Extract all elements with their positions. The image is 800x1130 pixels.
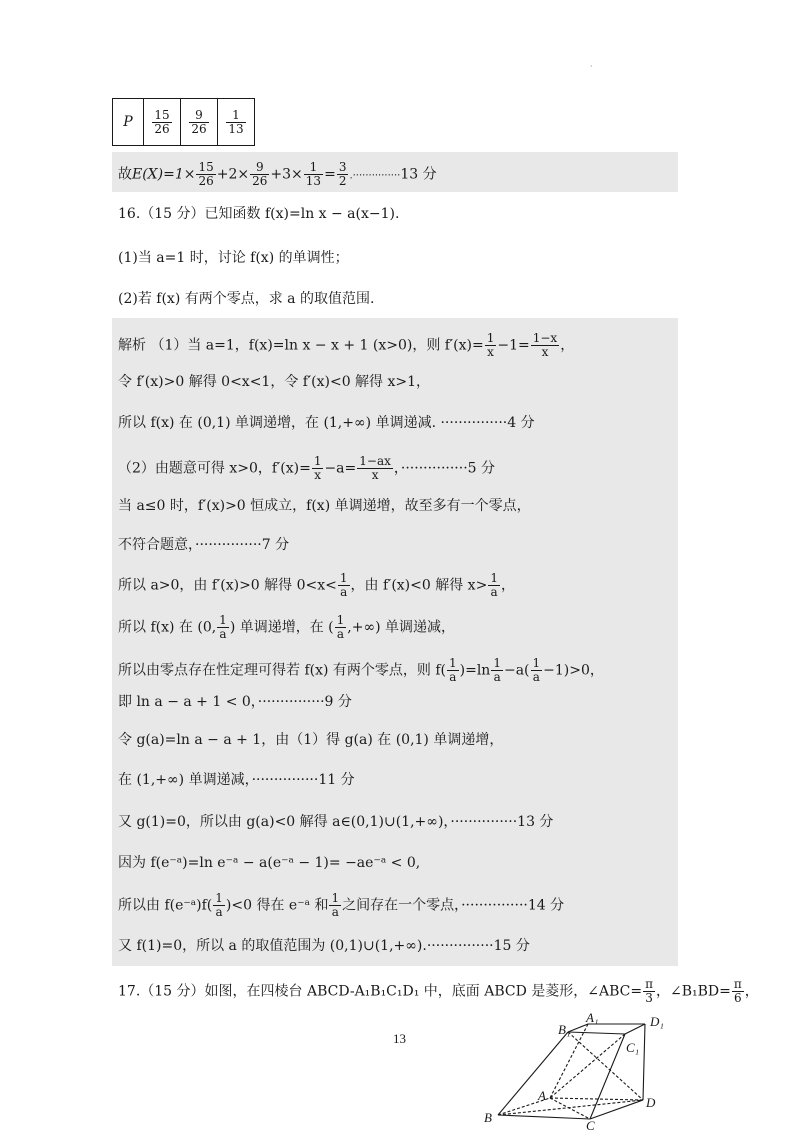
solution-line-14: 因为 f(e⁻ᵃ)=ln e⁻ᵃ − a(e⁻ᵃ − 1)= −ae⁻ᵃ < 0,	[118, 855, 421, 871]
solution-line-1: 解析 （1）当 a=1，f(x)=ln x − x + 1 (x>0)，则 f′(x)= $\frac{1}{x}$ −1= $\frac{1-x}{x}$ ，	[118, 331, 575, 359]
label-c: C	[586, 1118, 595, 1130]
label-d: D	[646, 1095, 656, 1110]
solution-line-11: 令 g(a)=ln a − a + 1，由（1）得 g(a) 在 (0,1) 单调递增，	[118, 732, 504, 748]
label-a: A	[538, 1088, 546, 1103]
solution-line-13: 又 g(1)=0，所以由 g(a)<0 解得 a∈(0,1)∪(1,+∞)，···············13 分	[118, 814, 554, 830]
solution-line-8: 所以 f(x) 在 (0, $\frac{1}{a}$ ) 单调递增，在 ( $\frac{1}{a}$ ,+∞) 单调递减，	[118, 613, 456, 641]
frustum-figure	[480, 1012, 680, 1130]
solution-line-5: 当 a≤0 时，f′(x)>0 恒成立，f(x) 单调递增，故至多有一个零点，	[118, 498, 531, 514]
edge-d1d	[643, 1024, 645, 1100]
solution-line-12: 在 (1,+∞) 单调递减，···············11 分	[118, 772, 355, 788]
solution-line-4: （2）由题意可得 x>0，f′(x)= $\frac{1}{x}$ −a= $\frac{1-ax}{x}$ ，···············5 分	[118, 454, 496, 482]
table-header-p: P	[113, 99, 144, 146]
diagonal-ac	[550, 1098, 590, 1119]
solution-line-6: 不符合题意，···············7 分	[118, 537, 290, 553]
page-number: 13	[393, 1031, 406, 1046]
solution-line-3: 所以 f(x) 在 (0,1) 单调递增，在 (1,+∞) 单调递减. ···············4 分	[118, 415, 535, 431]
q16-part2: (2)若 f(x) 有两个零点，求 a 的取值范围.	[118, 291, 375, 307]
edge-d1c1	[625, 1024, 645, 1034]
solution-line-2: 令 f′(x)>0 解得 0<x<1，令 f′(x)<0 解得 x>1，	[118, 374, 431, 390]
edge-bc	[498, 1115, 590, 1119]
label-b1: B₁	[558, 1022, 571, 1037]
diagonal-c1a	[550, 1034, 625, 1098]
edge-c1c	[590, 1034, 625, 1119]
probability-table	[112, 98, 255, 146]
table-cell: $\frac{1}{13}$	[218, 99, 255, 146]
expectation-line: 故E(X)=1× $\frac{15}{26}$ +2× $\frac{9}{26}$ +3× $\frac{1}{13}$ = $\frac{3}{2}$ .···············13 分	[118, 160, 437, 188]
edge-ad	[550, 1098, 643, 1100]
solution-line-16: 又 f(1)=0，所以 a 的取值范围为 (0,1)∪(1,+∞).···············15 分	[118, 938, 530, 954]
solution-line-10: 即 ln a − a + 1 < 0，···············9 分	[118, 694, 352, 710]
label-b: B	[484, 1110, 492, 1125]
label-a1: A₁	[586, 1012, 599, 1025]
q16-title: 16.（15 分）已知函数 f(x)=ln x − a(x−1).	[118, 206, 400, 222]
label-d1: D₁	[650, 1014, 664, 1029]
edge-b1c1	[568, 1032, 625, 1034]
label-c1: C₁	[626, 1040, 640, 1055]
table-cell: $\frac{9}{26}$	[181, 99, 218, 146]
solution-line-7: 所以 a>0，由 f′(x)>0 解得 0<x< $\frac{1}{a}$ ，由 f′(x)<0 解得 x> $\frac{1}{a}$ ，	[118, 571, 515, 599]
solution-line-9: 所以由零点存在性定理可得若 f(x) 有两个零点，则 f( $\frac{1}{a}$ )=ln $\frac{1}{a}$ −a( $\frac{1}{a}$ −1)>0，	[118, 656, 604, 684]
q16-part1: (1)当 a=1 时，讨论 f(x) 的单调性；	[118, 250, 349, 266]
edge-b1b	[498, 1032, 568, 1115]
table-cell: $\frac{15}{26}$	[144, 99, 181, 146]
edge-cd	[590, 1100, 643, 1119]
solution-line-15: 所以由 f(e⁻ᵃ)f( $\frac{1}{a}$ )<0 得在 e⁻ᵃ 和 $\frac{1}{a}$ 之间存在一个零点，···············14 分	[118, 891, 565, 919]
q17-statement: 17.（15 分）如图，在四棱台 ABCD-A₁B₁C₁D₁ 中，底面 ABCD 是菱形，∠ABC= $\frac{\pi}{3}$ ，∠B₁BD= $\frac{\pi}{6}$ ，	[118, 977, 759, 1005]
page-mark: ·	[590, 62, 593, 71]
